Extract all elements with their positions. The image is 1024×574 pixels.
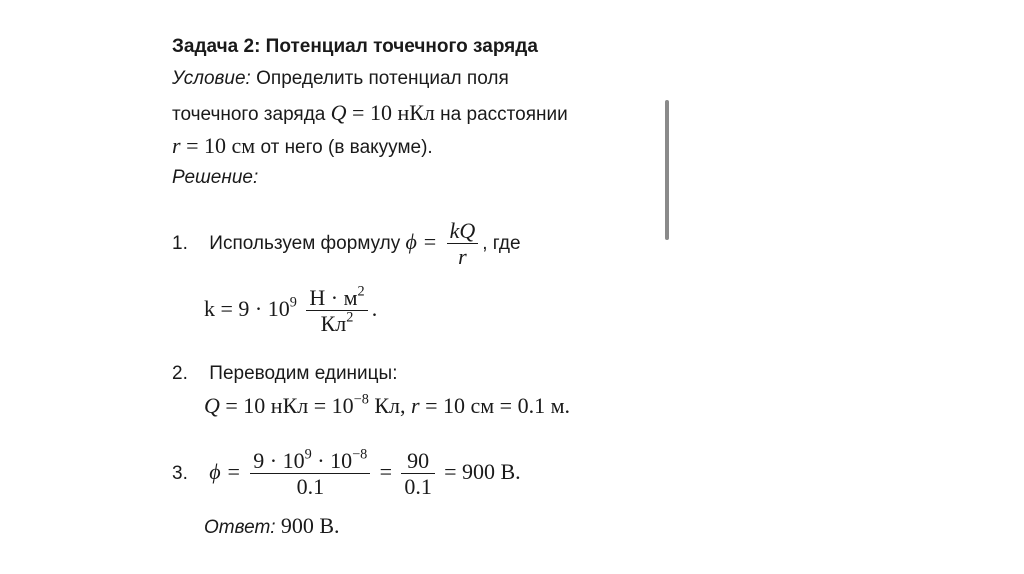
calc-den-1: 0.1 [296, 474, 325, 500]
r-symbol: r [172, 133, 181, 158]
r-conv-expression: = 10 см = 0.1 м. [425, 393, 571, 418]
step-2-number: 2. [172, 363, 188, 384]
condition-text-4: от него (в вакууме). [260, 137, 433, 158]
calc-num-2: 90 [407, 448, 430, 473]
step-3 [172, 448, 521, 500]
formula-numerator: kQ [449, 218, 476, 243]
q-value: = 10 нКл [352, 100, 435, 125]
k-constant [204, 285, 377, 337]
q-conv-exponent: −8 [353, 391, 369, 408]
r-conv-symbol: r [411, 393, 420, 418]
condition-line-2 [172, 100, 568, 126]
k-expression: k = 9 · 10 [204, 295, 290, 321]
condition-line-1 [172, 68, 509, 90]
k-unit-denominator-exp: 2 [346, 310, 354, 327]
task-title: Задача 2: Потенциал точечного заряда [172, 36, 538, 57]
condition-line-3 [172, 133, 433, 159]
unit-conversion [204, 393, 570, 419]
k-exponent: 9 [289, 294, 297, 311]
step-2 [172, 363, 397, 385]
k-unit-denominator: Кл [320, 311, 347, 337]
k-unit-fraction [306, 285, 367, 337]
formula-fraction [447, 218, 479, 270]
step-1-after: , где [482, 232, 521, 254]
step-2-text: Переводим единицы: [209, 363, 398, 384]
calc-equals: = [379, 458, 393, 484]
condition-text-1: Определить потенциал поля [256, 68, 509, 89]
condition-text-3: на расстоянии [440, 104, 568, 125]
condition-label: Условие: [172, 68, 251, 89]
phi-symbol-step3: ϕ = [209, 458, 242, 484]
condition-text-2: точечного заряда [172, 104, 326, 125]
calc-fraction-2 [401, 448, 435, 500]
q-conv-unit: Кл, [374, 393, 406, 418]
calc-num-b: · 10 [317, 448, 353, 473]
answer-value: 900 В. [280, 513, 340, 538]
q-conv-expression: = 10 нКл = 10 [225, 393, 354, 418]
answer [204, 513, 340, 539]
calc-den-2: 0.1 [404, 474, 432, 500]
q-symbol: Q [330, 100, 347, 125]
answer-label: Ответ: [204, 517, 276, 538]
calc-result: = 900 В. [444, 458, 521, 484]
q-conv-symbol: Q [204, 393, 220, 418]
scrollbar-thumb[interactable] [665, 100, 669, 240]
calc-num-a-exp: 9 [304, 446, 312, 463]
k-end: . [371, 295, 378, 321]
formula-denominator: r [458, 244, 467, 270]
step-1 [172, 218, 521, 270]
calc-fraction-1 [250, 448, 370, 500]
step-3-number: 3. [172, 462, 188, 484]
step-1-text: Используем формулу [209, 232, 401, 254]
phi-symbol: ϕ = [405, 228, 438, 254]
solution-label: Решение: [172, 167, 259, 188]
r-value: = 10 см [186, 133, 256, 158]
k-unit-numerator: Н · м [309, 285, 358, 310]
k-unit-numerator-exp: 2 [357, 283, 365, 300]
step-1-number: 1. [172, 232, 188, 254]
calc-num-b-exp: −8 [352, 446, 368, 463]
calc-num-a: 9 · 10 [253, 448, 305, 473]
